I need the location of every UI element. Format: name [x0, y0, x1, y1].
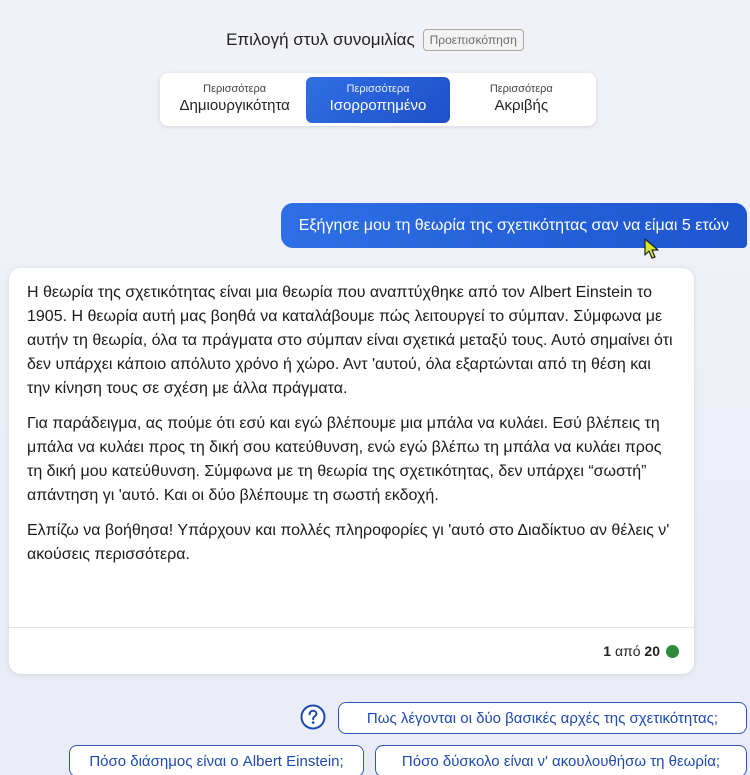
response-paragraph: Ελπίζω να βοήθησα! Υπάρχουν και πολλές πληροφορίες γι 'αυτό στο Διαδίκτυο αν θέλεις ν' ακούσεις περισσότερα. — [27, 522, 670, 563]
turn-counter-total: 20 — [644, 643, 660, 659]
turn-counter-separator: από — [614, 643, 641, 659]
turn-counter-current: 1 — [603, 643, 612, 659]
conversation-style-picker — [160, 73, 596, 126]
turn-counter — [603, 643, 660, 659]
style-option-label: Ισορροπημένο — [329, 97, 427, 114]
style-option-creative[interactable] — [163, 77, 306, 123]
style-option-label: Ακριβής — [494, 97, 549, 114]
user-message-bubble: Εξήγησε μου τη θεωρία της σχετικότητας σαν να είμαι 5 ετών — [281, 203, 747, 248]
style-option-prefix: Περισσότερα — [489, 83, 553, 95]
help-question-icon[interactable] — [300, 704, 326, 730]
suggestion-chip[interactable]: Πόσο δύσκολο είναι ν' ακουλουθήσω τη θεωρία; — [375, 745, 747, 775]
response-paragraph: Η θεωρία της σχετικότητας είναι μια θεωρία που αναπτύχθηκε από τον Albert Einstein το 1905. Η θεωρία αυτή μας βοηθά να καταλάβουμε πώς λειτουργεί το σύμπαν. Σύμφωνα με αυτήν τη θεωρία, όλα τα πράγματα στο σύμπαν είναι σχετικά μεταξύ τους. Αυτό σημαίνει ότι δεν υπάρχει κάποιο απόλυτο χρόνο ή χώρο. Αντ 'αυτού, όλα εξαρτώνται από τη θέση και την κίνηση τους σε σχέση με άλλα πράγματα. — [27, 284, 673, 397]
bot-response-card — [9, 268, 694, 674]
conversation-style-title: Επιλογή στυλ συνομιλίας — [226, 30, 415, 49]
bot-response-text — [9, 268, 694, 567]
style-option-precise[interactable] — [450, 77, 593, 123]
style-option-balanced[interactable] — [306, 77, 449, 123]
mouse-cursor-icon — [644, 238, 660, 260]
response-divider — [9, 627, 694, 628]
style-option-prefix: Περισσότερα — [203, 83, 267, 95]
style-option-label: Δημιουργικότητα — [179, 97, 290, 114]
suggestion-chip[interactable]: Πόσο διάσημος είναι ο Albert Einstein; — [69, 745, 364, 775]
response-paragraph: Για παράδειγμα, ας πούμε ότι εσύ και εγώ βλέπουμε μια μπάλα να κυλάει. Εσύ βλέπεις τη μπάλα να κυλάει προς τη δική σου κατεύθυνση, ενώ εγώ βλέπω τη μπάλα να κυλάει προς τη δική μου κατεύθυνση. Σύμφωνα με τη θεωρία της σχετικότητας, δεν υπάρχει “σωστή” απάντηση γι 'αυτό. Και οι δύο βλέπουμε τη σωστή εκδοχή. — [27, 415, 662, 504]
conversation-style-header — [0, 29, 750, 51]
preview-badge: Προεπισκόπηση — [423, 29, 524, 51]
style-option-prefix: Περισσότερα — [346, 83, 410, 95]
response-footer — [603, 643, 679, 659]
suggestion-chip[interactable]: Πως λέγονται οι δύο βασικές αρχές της σχετικότητας; — [338, 702, 747, 734]
status-indicator-icon — [666, 645, 679, 658]
